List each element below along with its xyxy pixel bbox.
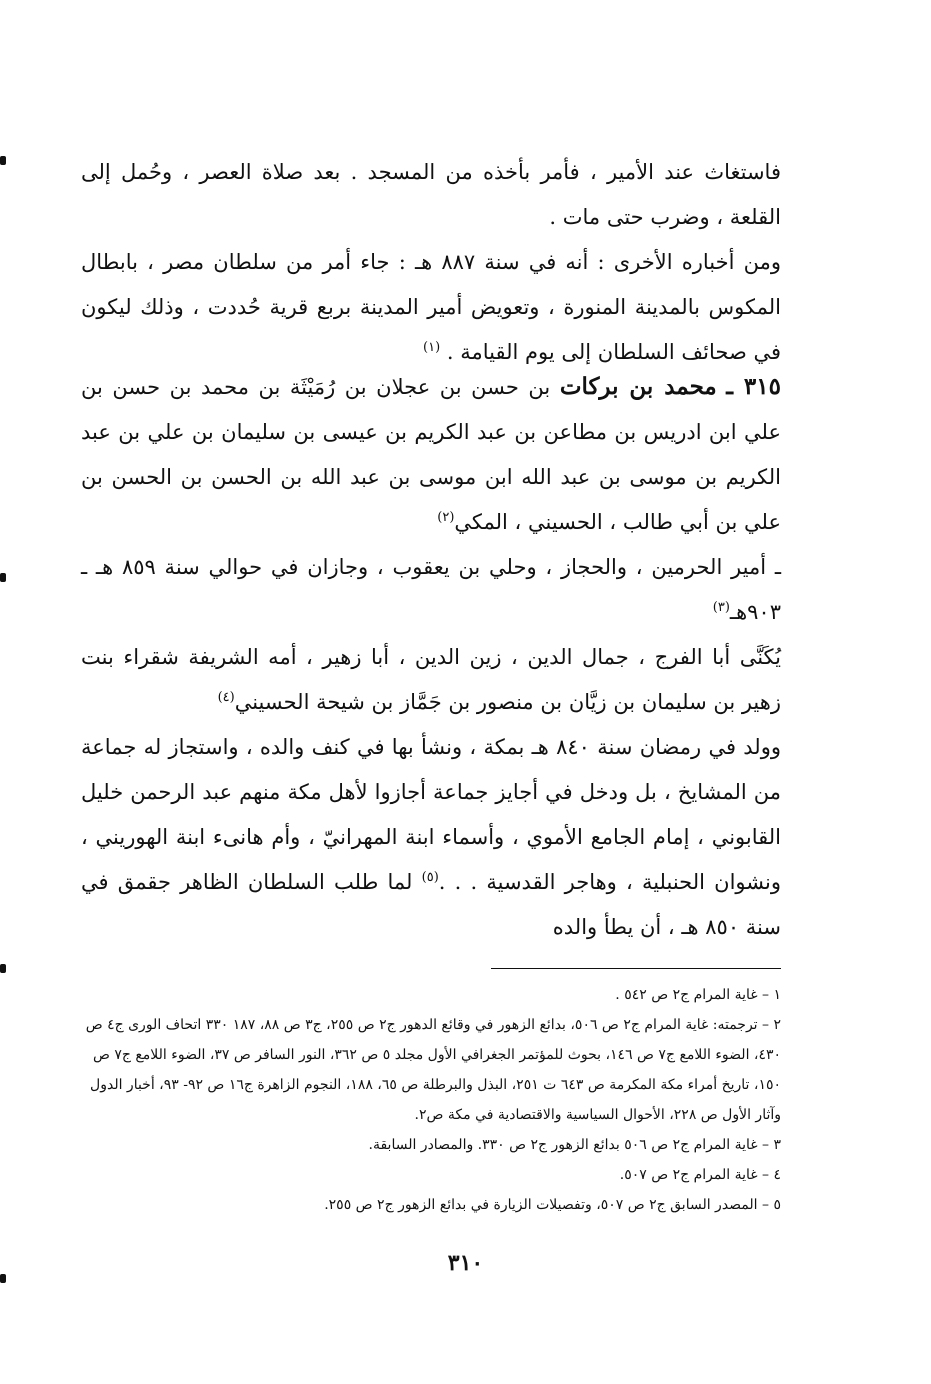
margin-mark [0,964,6,973]
paragraph-2-text: ومن أخباره الأخرى : أنه في سنة ٨٨٧ هـ : جاء أمر من سلطان مصر ، بابطال المكوس بالمدينة المنورة ، وتعويض أمير المدينة بربع قرية حُددت ، وذلك ليكون في صحائف السلطان إلى يوم القيامة . [81,250,781,364]
paragraph-4 [81,545,781,635]
footnote-1: ١ – غاية المرام ج٢ ص ٥٤٢ . [615,987,781,1003]
main-text [81,150,781,240]
lineage-text: بن حسن بن عجلان بن رُمَيْثَة بن محمد بن حسن بن علي ابن ادريس بن مطاعن بن عبد الكريم بن عيسى بن سليمان بن علي بن عبد الكريم بن موسى بن عبد الله ابن موسى بن عبد الله بن الحسن بن الحسن بن علي بن أبي طالب ، الحسيني ، المكي [81,375,781,534]
entry-number: ٣١٥ ـ [726,373,781,400]
entry-315-block [81,364,781,545]
entry-heading-paragraph [81,364,781,545]
entry-name: محمد بن بركات [559,373,717,400]
paragraph-6-text-b: لما طلب السلطان الظاهر جقمق في سنة ٨٥٠ هـ ، أن يطأ والده [81,870,781,939]
footnote-3: ٣ – غاية المرام ج٢ ص ٥٠٦ بدائع الزهور ج٢ ص ٣٣٠. والمصادر السابقة. [368,1137,781,1153]
paragraph-5 [81,635,781,725]
paragraph-5-block [81,635,781,725]
margin-mark [0,573,6,582]
paragraph-1: فاستغاث عند الأمير ، فأمر بأخذه من المسجد . بعد صلاة العصر ، وحُمل إلى القلعة ، وضرب حتى مات . [81,160,781,229]
page-number: ٣١٠ [447,1250,484,1276]
paragraph-6 [81,725,781,950]
paragraph-4-text: ـ أمير الحرمين ، والحجاز ، وحلي بن يعقوب ، وجازان في حوالي سنة ٨٥٩ هـ ـ ٩٠٣هـ [81,555,781,624]
footnote-ref-5: (٥) [421,870,439,885]
paragraph-4-block [81,545,781,635]
footnote-5: ٥ – المصدر السابق ج٢ ص ٥٠٧، وتفصيلات الزيارة في بدائع الزهور ج٢ ص ٢٥٥. [324,1197,781,1213]
footnote-4: ٤ – غاية المرام ج٢ ص ٥٠٧. [619,1167,781,1183]
paragraph-5-text: يُكَنَّى أبا الفرج ، جمال الدين ، زين الدين ، أبا زهير ، أمه الشريفة شقراء بنت زهير بن سليمان بن زيَّان بن منصور بن جَمَّاز بن شيحة الحسيني [81,645,781,714]
footnote-ref-1: (١) [423,340,441,355]
paragraph-6-block [81,725,781,950]
footnote-ref-2: (٢) [437,510,455,525]
paragraph-2 [81,240,781,375]
footnote-2: ٢ – ترجمته: غاية المرام ج٢ ص ٥٠٦، بدائع الزهور في وقائع الدهور ج٢ ص ٢٥٥، ج٣ ص ٨٨، ١٨٧ ٣٣٠ اتحاف الورى ج٤ ص ٤٣٠، الضوء اللامع ج٧ ص ١٤٦، بحوث للمؤتمر الجغرافي الأول مجلد ٥ ص ٣٦٢، النور السافر ص ٣٧، الضوء اللامع ج٧ ص ١٥٠، تاريخ أمراء مكة المكرمة ص ٦٤٣ ت ٢٥١، البذل والبرطلة ص ٦٥، ١٨٨، النجوم الزاهرة ج١٦ ص ٩٢- ٩٣، أخبار الدول وآثار الأول ص ٢٢٨، الأحوال السياسية والاقتصادية في مكة ص٢. [85,1017,781,1123]
footnotes [81,980,781,1220]
margin-mark [0,156,6,165]
paragraph-6-text-a: وولد في رمضان سنة ٨٤٠ هـ بمكة ، ونشأ بها في كنف والده ، واستجاز له جماعة من المشايخ ، بل ودخل في أجايز جماعة أجازوا لأهل مكة منهم عبد الرحمن خليل القابوني ، إمام الجامع الأموي ، وأسماء ابنة المهرانيّ ، وأم هانىء ابنة الهوريني ، ونشوان الحنبلية ، وهاجر القدسية . . . [81,735,781,894]
footnote-ref-4: (٤) [217,690,235,705]
footnote-separator [491,968,781,969]
footnote-ref-3: (٣) [712,600,730,615]
paragraph-2-block [81,240,781,375]
